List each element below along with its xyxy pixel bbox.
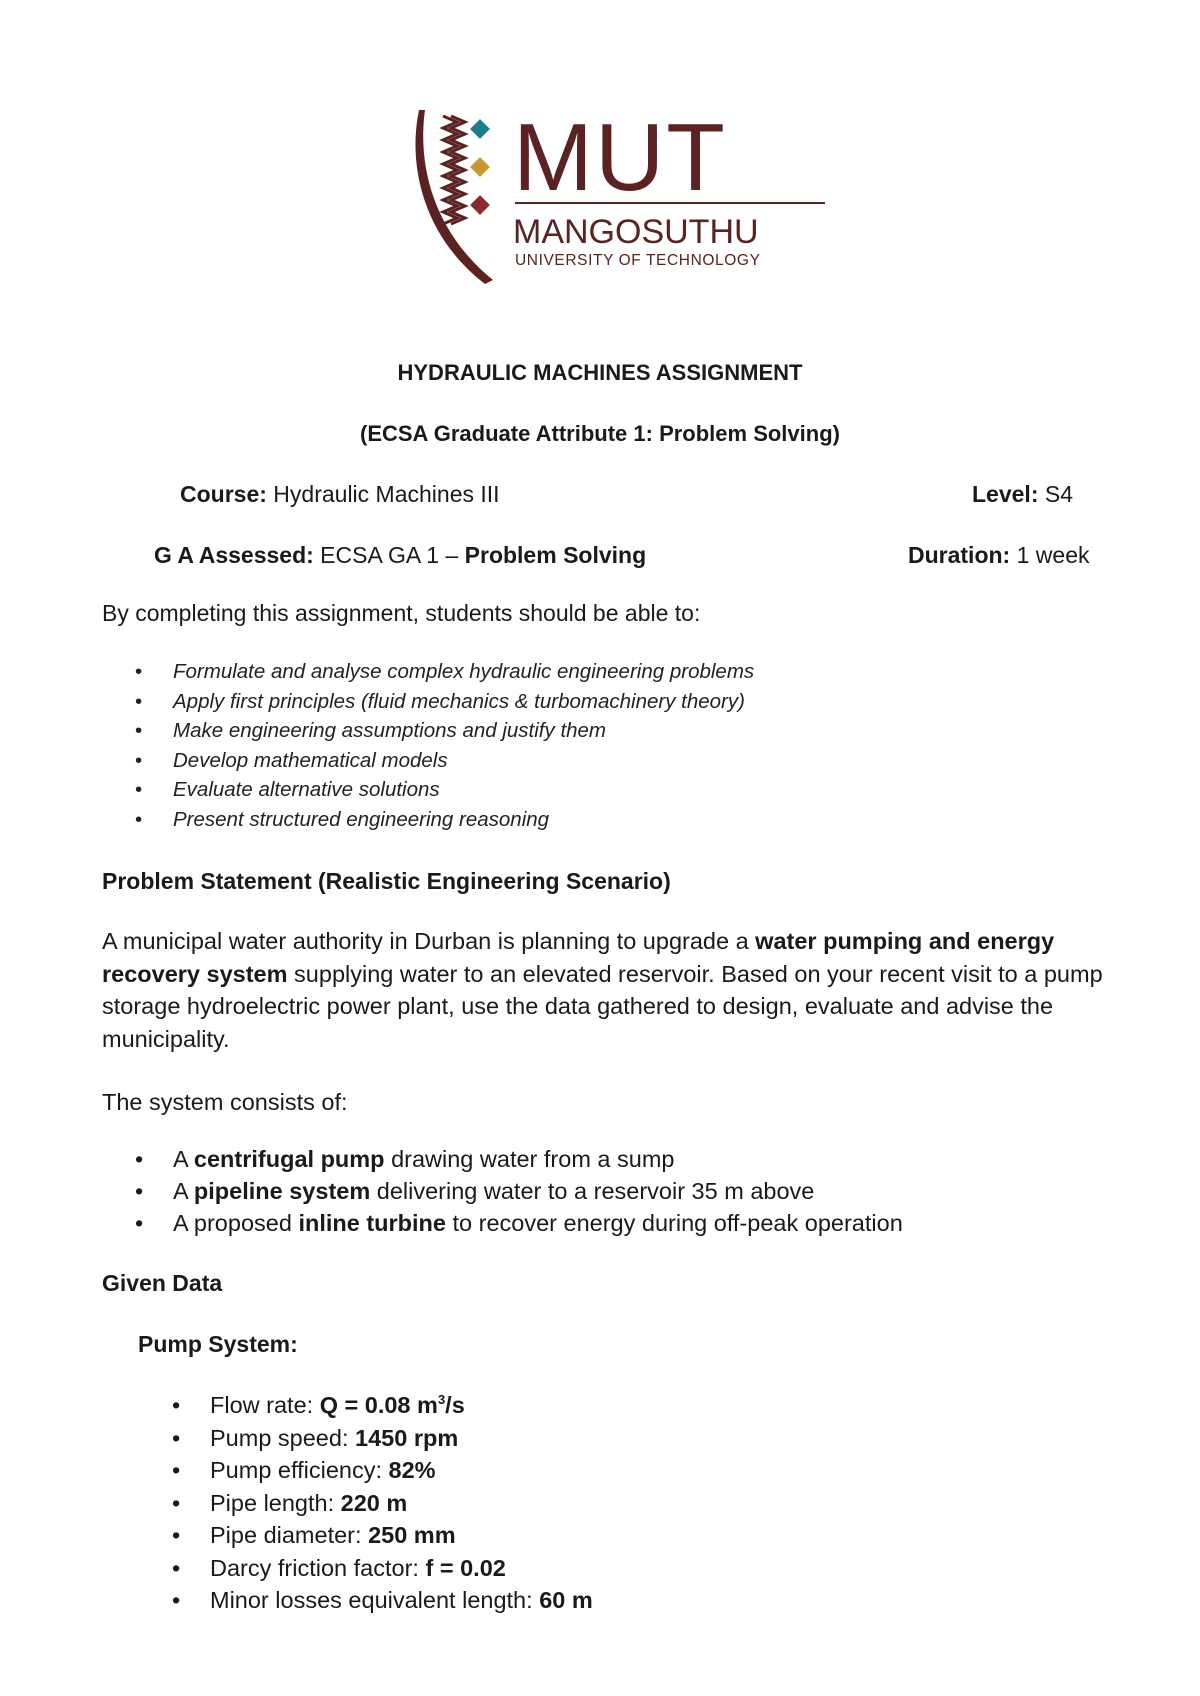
speed-label: Pump speed: [210, 1424, 356, 1451]
intro-text: By completing this assignment, students should be able to: [102, 600, 701, 626]
logo-subtitle: UNIVERSITY OF TECHNOLOGY [515, 252, 761, 269]
item-bold: inline turbine [298, 1210, 446, 1236]
university-logo [415, 108, 835, 288]
course-label: Course: [180, 481, 267, 507]
pipe-diameter-label: Pipe diameter: [210, 1522, 369, 1548]
ga-field [154, 542, 646, 569]
system-intro: The system consists of: [102, 1089, 348, 1115]
mut-logo-graphic [415, 108, 835, 288]
friction-label: Darcy friction factor: [210, 1554, 426, 1581]
ga-value: ECSA GA 1 – [313, 542, 465, 568]
list-item: • Make engineering assumptions and justify them [135, 719, 754, 749]
list-item: • Formulate and analyse complex hydraulic engineering problems [135, 660, 754, 690]
item-pre: A proposed [173, 1210, 299, 1236]
outcomes-list [135, 660, 754, 837]
list-item: • Evaluate alternative solutions [135, 778, 754, 808]
item-bold: centrifugal pump [193, 1146, 385, 1172]
level-label: Level: [972, 481, 1039, 507]
pipe-diameter-value: 250 mm [368, 1522, 456, 1548]
course-value: Hydraulic Machines III [266, 481, 500, 507]
system-list [135, 1146, 903, 1242]
list-item: • Present structured engineering reasoning [135, 808, 754, 838]
list-item [135, 1210, 903, 1242]
duration-value: 1 week [1010, 542, 1090, 568]
ga-label: G A Assessed: [154, 542, 314, 568]
list-item [135, 1178, 903, 1210]
level-value: S4 [1038, 481, 1074, 507]
efficiency-label: Pump efficiency: [210, 1457, 389, 1483]
minor-losses-value: 60 m [539, 1587, 593, 1613]
flow-exponent: 3 [437, 1392, 446, 1407]
problem-text-2: supplying water to an elevated reservoir. Based on your recent visit to a pump storage hydroelectric power plant, use the data gathered to design, evaluate and advise the municipality. [102, 960, 1103, 1052]
item-post: to recover energy during off-peak operation [445, 1210, 903, 1236]
list-item [172, 1457, 593, 1490]
list-item: • Develop mathematical models [135, 749, 754, 779]
speed-value: 1450 rpm [355, 1424, 459, 1451]
friction-value: f = 0.02 [425, 1554, 506, 1581]
pipe-length-value: 220 m [340, 1489, 408, 1516]
problem-text-bold: water pumping and energy recovery system [102, 928, 1055, 987]
list-item [172, 1425, 593, 1458]
item-bold: pipeline system [193, 1178, 371, 1204]
gold-diamond-icon [470, 157, 490, 177]
list-item [172, 1587, 593, 1620]
problem-heading: Problem Statement (Realistic Engineering Scenario) [102, 868, 671, 894]
document-subtitle: (ECSA Graduate Attribute 1: Problem Solving) [360, 421, 840, 446]
pipe-length-label: Pipe length: [210, 1489, 341, 1516]
problem-paragraph [102, 925, 1132, 1055]
list-item: • Apply first principles (fluid mechanics & turbomachinery theory) [135, 690, 754, 720]
logo-name: MANGOSUTHU [513, 213, 759, 251]
item-pre: A [173, 1178, 194, 1204]
logo-abbr: MUT [513, 108, 727, 211]
duration-label: Duration: [908, 542, 1011, 568]
flow-unit: /s [445, 1392, 465, 1418]
flow-label: Flow rate: [210, 1392, 320, 1418]
item-post: drawing water from a sump [384, 1146, 675, 1172]
flow-value: Q = 0.08 m [319, 1392, 438, 1418]
level-field [972, 481, 1073, 508]
list-item [172, 1392, 593, 1425]
given-data-heading: Given Data [102, 1270, 223, 1296]
item-pre: A [173, 1146, 194, 1172]
document-title: HYDRAULIC MACHINES ASSIGNMENT [397, 360, 803, 385]
list-item [172, 1490, 593, 1523]
problem-text-1: A municipal water authority in Durban is planning to upgrade a [102, 928, 756, 954]
efficiency-value: 82% [388, 1457, 436, 1483]
pump-data-list [172, 1392, 593, 1620]
logo-zigzag-left [443, 116, 457, 224]
list-item [172, 1555, 593, 1588]
duration-field [908, 542, 1089, 569]
course-field [180, 481, 500, 508]
list-item [135, 1146, 903, 1178]
ga-bold: Problem Solving [464, 542, 647, 568]
pump-system-heading: Pump System: [138, 1331, 298, 1357]
minor-losses-label: Minor losses equivalent length: [210, 1587, 540, 1613]
teal-diamond-icon [470, 119, 490, 139]
maroon-diamond-icon [470, 195, 490, 215]
list-item [172, 1522, 593, 1555]
item-post: delivering water to a reservoir 35 m above [370, 1178, 815, 1204]
